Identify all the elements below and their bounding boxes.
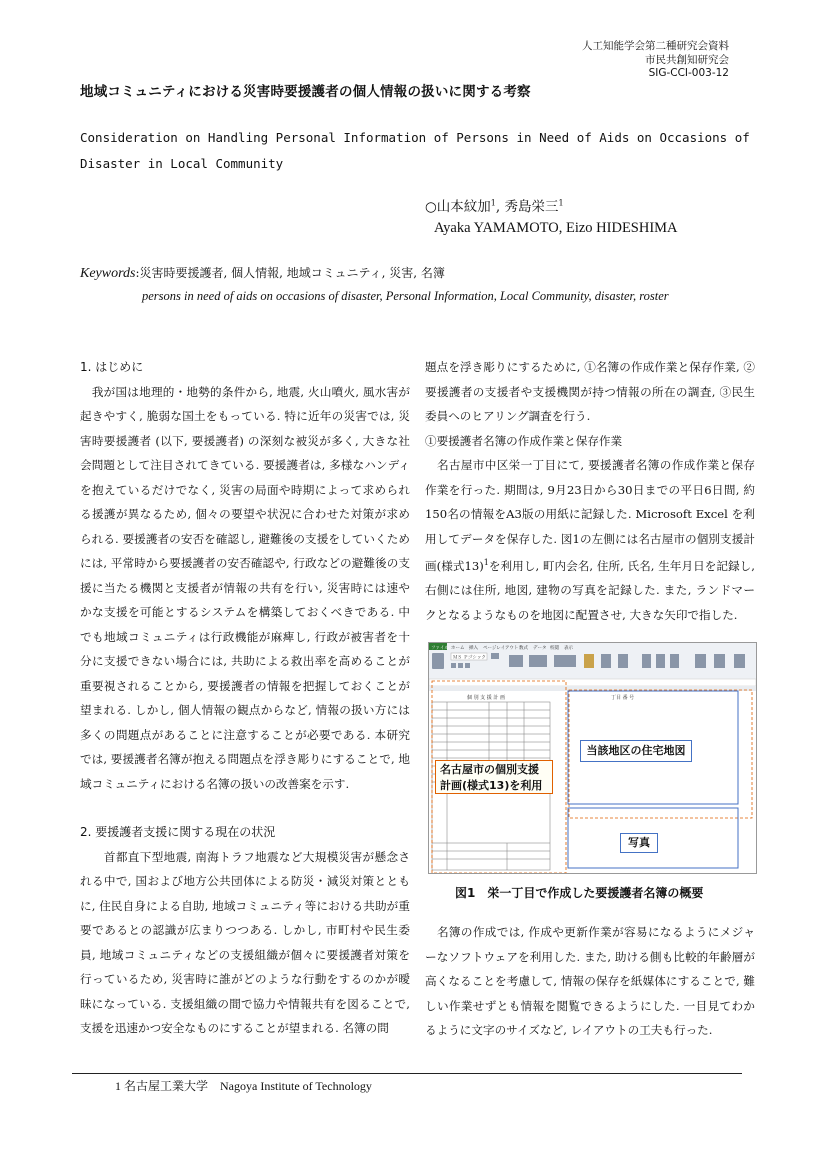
affiliation-mark-1: 1 [490,198,496,208]
italic-icon [458,663,463,668]
right-column [425,355,755,627]
tab-review: 校閲 [550,646,559,651]
sheet-header-address: 丁目 番 号 [611,695,635,701]
keywords-label: Keywords [80,266,136,281]
authors-japanese [425,195,564,215]
format-table-icon [601,654,611,668]
tab-page-layout: ページレイアウト [483,646,519,651]
left-column [80,355,410,1041]
figure-1-caption: 図1 栄一丁目で作成した要援護者名簿の概要 [455,886,704,900]
tab-file: ファイル [431,646,449,651]
map-label: 当該地区の住宅地図 [580,740,692,762]
keywords-list-japanese: :災害時要援護者, 個人情報, 地域コミュニティ, 災害, 名簿 [135,266,445,280]
alignment-icon [509,655,523,667]
section-2-text: 首都直下型地震, 南海トラフ地震など大規模災害が懸念される中で, 国および地方公共団体による防災・減災対策とともに, 住民自身による自助, 地域コミュニティ等における共助が重要であるとの認識が広まりつつある. しかし, 市町村や民生委員, 地域コミュニティなどの支援組織が個々に要援護者対策を行っているため, 災害時に誰がどのような行動をするのかが曖昧になっている. 支援組織の間で協力や情報共有を図ることで, 支援を迅速かつ安全なものにすることが望まれる. 名簿の問 [80,849,410,1035]
right-paragraph-4: 名簿の作成では, 作成や更新作業が容易になるようにメジャーなソフトウェアを利用した. また, 助ける側も比較的年齢層が高くなることを考慮して, 情報の保存を紙媒体にすることで, 難しい作業せずとも情報を閲覧できるようにした. 一目見てわかるように文字のサイズなど, レイアウトの工夫も行った. [425,925,755,1037]
tab-data: データ [533,646,547,651]
photo-label: 写真 [620,833,658,853]
bold-icon [451,663,456,668]
author-2: , 秀島栄三 [495,199,559,215]
header-line-1: 人工知能学会第二種研究会資料 [582,40,729,52]
section-1-text: 我が国は地理的・地勢的条件から, 地震, 火山噴火, 風水害が起きやすく, 脆弱な国土をもっている. 特に近年の災害では, 災害時要援護者 (以下, 要援護者) の深刻な被災が多く, 大きな社会問題として注目されてきている. 要援護者は, 多様なハンディを抱えているだけでなく, 災害の局面や時期によって求められる援護が異なるため, 個々の要望や状況に合わせた対策が求められる. 要援護者の安否を確認し, 避難後の支援をしていくためには, 平常時から要援護者の安否確認や, 行政などの避難後の支援に当たる機関と支援者が情報の共有を行い, 災害時には速やかな支援を可能とするシステムを構築しておくべきである. 中でも地域コミュニティは行政機能が麻痺し, 行政が被害者を十分に支援できない場合には, 共助による救出率を高めることが重要視されることから, 要援護者の情報を把握しておくことが望まれる. しかし, 個人情報の観点からなど, 情報の扱い方には多くの問題点があることに注意することが必要である. 本研究では, 要援護者名簿が抱える問題点を浮き彫りにすることで, 地域コミュニティにおける名簿の扱いの改善案を示す. [80,384,410,791]
tab-insert: 挿入 [469,646,478,651]
figure-1-spreadsheet [428,642,757,874]
font-size-icon [491,653,499,659]
cell-styles-icon [618,654,628,668]
form-title: 個 別 支 援 計 画 [467,695,505,701]
right-paragraph-1: 題点を浮き彫りにするために, ①名簿の作成作業と保存作業, ②要援護者の支援者や支援機関が持つ情報の所在の調査, ③民生委員へのヒアリング調査を行う. [425,360,755,423]
find-select-icon [714,654,725,668]
paste-icon [432,653,444,669]
form-label: 名古屋市の個別支援計画(様式13)を利用 [435,760,553,794]
author-1: ○山本紋加 [425,199,491,215]
paragraph-3-part-a: 名古屋市中区栄一丁目にて, 要援護者名簿の作成作業と保存作業を行った. 期間は, 9月23日から30日までの平日6日間, 約150名の情報をA3版の用紙に記録した. Microsoft Excel を利用してデータを保存した. 図1の左側には名古屋市の個別支援計画(様式13) [425,458,755,573]
conditional-format-icon [584,654,594,668]
footnote-rule [72,1073,742,1074]
subsection-heading-1: ①要援護者名簿の作成作業と保存作業 [425,433,623,448]
number-format-icon [554,655,576,667]
wrap-text-icon [529,655,547,667]
report-header [582,40,729,81]
sort-filter-icon [695,654,706,668]
paragraph-3-part-b: を利用し, 町内会名, 住所, 氏名, 生年月日を記録し, 右側には住所, 地図, 建物の写真を記録した. また, ランドマークとなるようなものを地図に配置させ, 大きな矢印で指した. [425,558,755,622]
right-paragraph-3 [425,453,755,627]
delete-cells-icon [656,654,665,668]
format-cells-icon [670,654,679,668]
reference-mark: 1 [483,558,489,567]
header-line-3: SIG-CCI-003-12 [648,67,729,79]
tab-formulas: 数式 [519,646,528,651]
keywords-english: persons in need of aids on occasions of disaster, Personal Information, Local Community, disaster, roster [142,289,669,303]
paper-title-english: Consideration on Handling Personal Information of Persons in Need of Aids on Occasions of Disaster in Local Community [80,130,750,171]
insert-cells-icon [642,654,651,668]
tab-home: ホーム [451,646,465,651]
affiliation-mark-2: 1 [558,198,564,208]
section-1-heading: 1. はじめに [80,360,144,374]
tab-view: 表示 [564,646,573,651]
formula-bar [429,679,756,686]
header-line-2: 市民共創知研究会 [645,53,729,66]
font-name: ＭＳ Ｐゴシック [453,655,486,661]
keywords-japanese [80,264,445,282]
section-2-heading: 2. 要援護者支援に関する現在の状況 [80,825,276,839]
authors-english: Ayaka YAMAMOTO, Eizo HIDESHIMA [434,220,678,236]
paper-title-japanese: 地域コミュニティにおける災害時要援護者の個人情報の扱いに関する考察 [80,84,531,100]
right-column-continued [425,920,755,1043]
sum-icon [734,654,745,668]
footnote-affiliation: 1 名古屋工業大学 Nagoya Institute of Technology [115,1079,372,1093]
underline-icon [465,663,470,668]
